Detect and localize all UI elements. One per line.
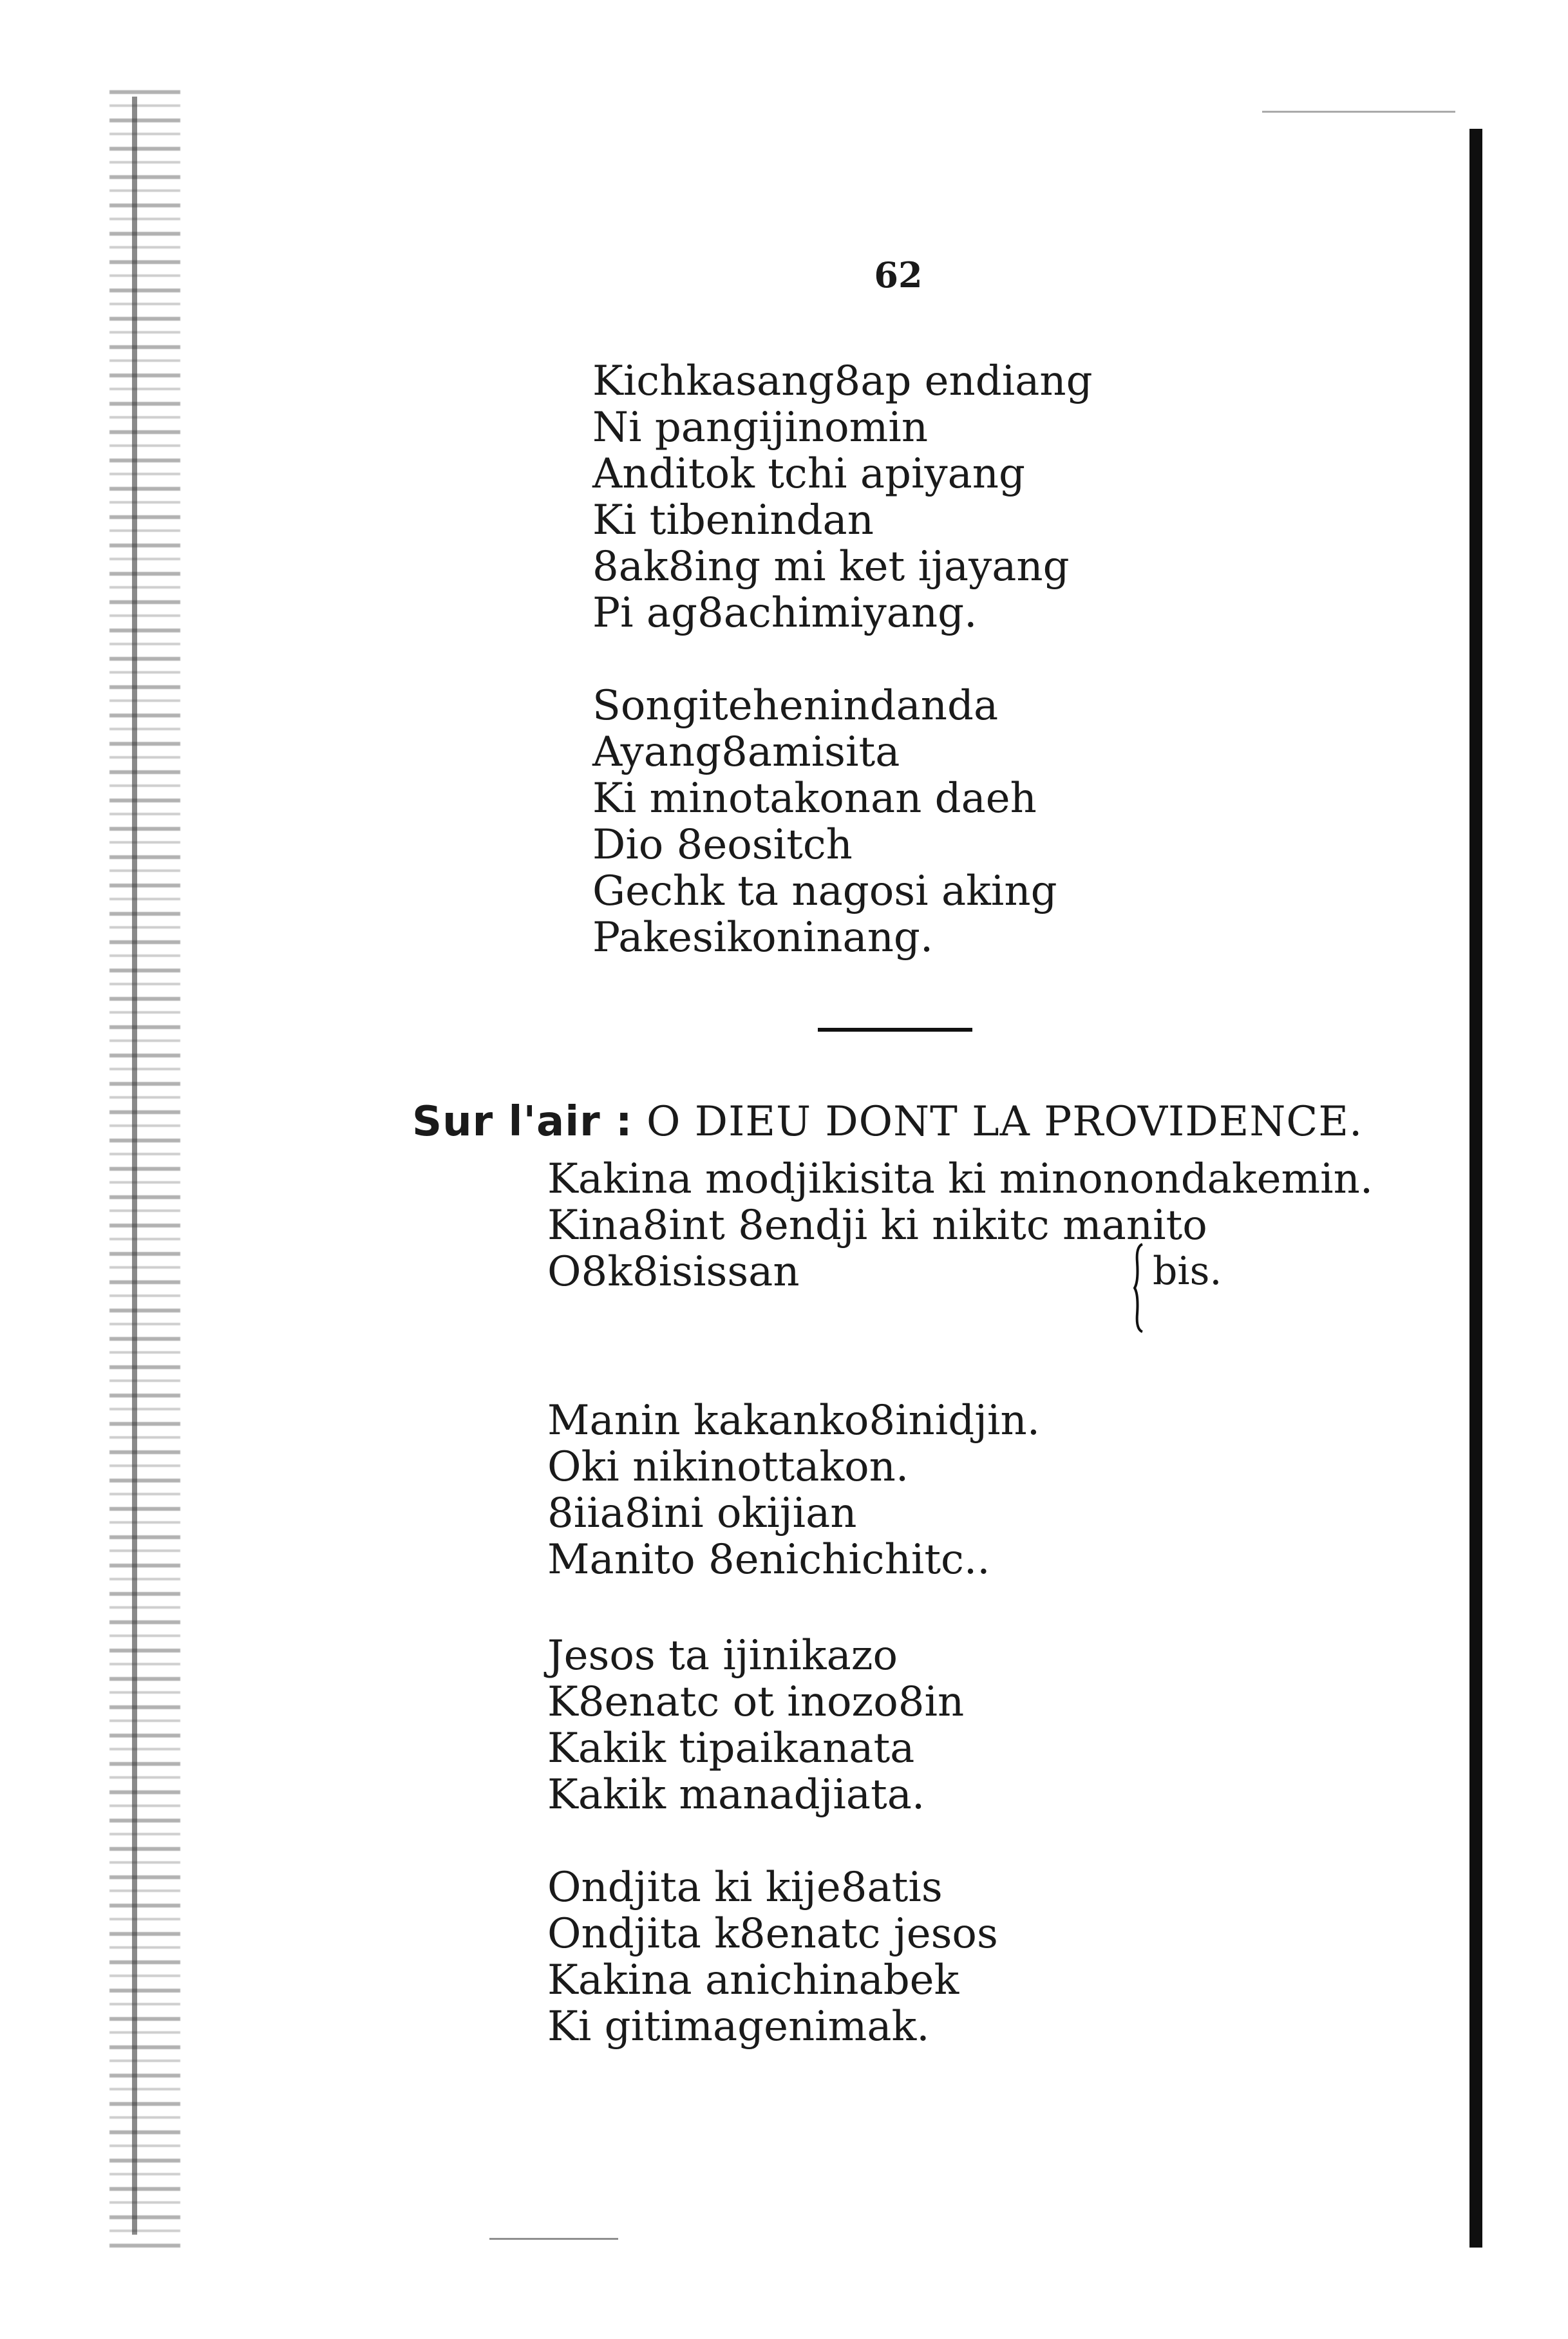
stanza-line: Songitehenindanda — [592, 682, 999, 730]
hymn-stanza-4 — [547, 1864, 998, 2050]
binding-edge-line — [132, 97, 137, 2235]
stanza-line: O8k8isissan — [547, 1248, 800, 1296]
stanza-line: Kina8int 8endji ki nikitc manito — [547, 1202, 1207, 1249]
stanza-line: Kakik manadjiata. — [547, 1771, 925, 1819]
stanza-line: Dio 8eositch — [592, 821, 853, 869]
stanza-line: Jesos ta ijinikazo — [547, 1632, 898, 1680]
stanza-line: Ondjita k8enatc jesos — [547, 1910, 998, 1958]
tune-heading — [412, 1098, 1468, 1146]
stanza-line: Ki gitimagenimak. — [547, 2003, 930, 2050]
stanza-line: Manito 8enichichitc.. — [547, 1536, 990, 1584]
stanza-line: K8enatc ot inozo8in — [547, 1678, 965, 1726]
stanza-line: Ki tibenindan — [592, 497, 874, 544]
stanza-line: 8ak8ing mi ket ijayang — [592, 543, 1070, 591]
stanza-2 — [592, 683, 1057, 961]
stanza-line: Ondjita ki kije8atis — [547, 1864, 943, 1911]
binding-gutter — [109, 90, 180, 2248]
bottom-edge-rule — [489, 2238, 618, 2240]
stanza-line: Manin kakanko8inidjin. — [547, 1397, 1041, 1444]
hymn-stanza-3 — [547, 1633, 964, 1818]
stanza-line: Gechk ta nagosi aking — [592, 867, 1057, 915]
stanza-1 — [592, 358, 1093, 636]
stanza-line: Ni pangijinomin — [592, 404, 929, 451]
hymn-stanza-1 — [547, 1156, 1373, 1295]
stanza-line: Anditok tchi apiyang — [592, 450, 1025, 498]
repeat-brace — [1133, 1243, 1145, 1333]
page-number: 62 — [874, 254, 923, 296]
stanza-line: Oki nikinottakon. — [547, 1443, 909, 1491]
stanza-line: Pakesikoninang. — [592, 914, 934, 961]
repeat-marker: bis. — [1153, 1249, 1222, 1294]
tune-lead: Sur l'air : — [412, 1098, 633, 1146]
section-divider — [818, 1028, 972, 1032]
tune-title: O DIEU DONT LA PROVIDENCE. — [646, 1098, 1363, 1146]
stanza-line: 8iia8ini okijian — [547, 1490, 857, 1537]
hymn-stanza-2 — [547, 1397, 1040, 1583]
stanza-line: Kakina anichinabek — [547, 1956, 959, 2004]
right-edge-bar — [1469, 129, 1482, 2248]
stanza-line: Kichkasang8ap endiang — [592, 357, 1093, 405]
stanza-line: Pi ag8achimiyang. — [592, 589, 978, 637]
top-edge-rule — [1262, 111, 1455, 113]
stanza-line: Kakik tipaikanata — [547, 1725, 915, 1772]
stanza-line: Ki minotakonan daeh — [592, 775, 1037, 822]
stanza-line: Kakina modjikisita ki minonondakemin. — [547, 1155, 1374, 1203]
stanza-line: Ayang8amisita — [592, 728, 900, 776]
